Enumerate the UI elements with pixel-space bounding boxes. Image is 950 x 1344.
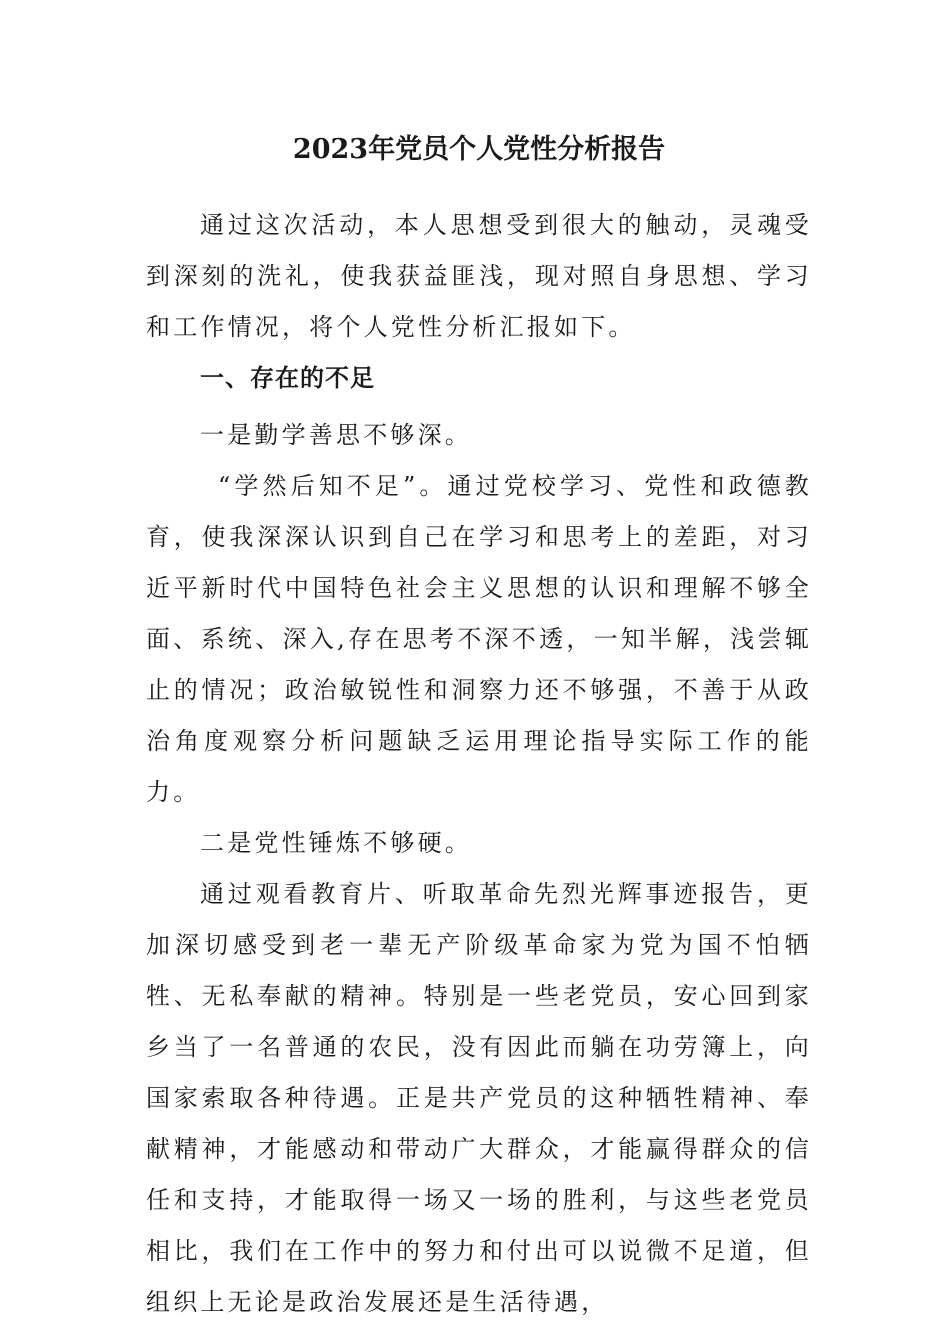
section-heading-shortcomings: 一、存在的不足 <box>200 364 375 392</box>
document-title: 2023年党员个人党性分析报告 <box>292 134 666 165</box>
document-page <box>146 126 812 1328</box>
point-two-title: 二是党性锤炼不够硬。 <box>200 829 472 857</box>
point-one-title: 一是勤学善思不够深。 <box>200 421 472 449</box>
point-one-body: “学然后知不足”。通过党校学习、党性和政德教育，使我深深认识到自己在学习和思考上的差距，对习近平新时代中国特色社会主义思想的认识和理解不够全面、系统、深入,存在思考不深不透，一知半解，浅尝辄止的情况；政治敏锐性和洞察力还不够强，不善于从政治角度观察分析问题缺乏运用理论指导实际工作的能力。 <box>146 472 812 806</box>
point-two-body: 通过观看教育片、听取革命先烈光辉事迹报告，更加深切感受到老一辈无产阶级革命家为党为国不怕牺牲、无私奉献的精神。特别是一些老党员，安心回到家乡当了一名普通的农民，没有因此而躺在功劳簿上，向国家索取各种待遇。正是共产党员的这种牺牲精神、奉献精神，才能感动和带动广大群众，才能赢得群众的信任和支持，才能取得一场又一场的胜利，与这些老党员相比，我们在工作中的努力和付出可以说微不足道，但组织上无论是政治发展还是生活待遇， <box>146 880 812 1316</box>
intro-paragraph: 通过这次活动，本人思想受到很大的触动，灵魂受到深刻的洗礼，使我获益匪浅，现对照自身思想、学习和工作情况，将个人党性分析汇报如下。 <box>146 211 812 341</box>
